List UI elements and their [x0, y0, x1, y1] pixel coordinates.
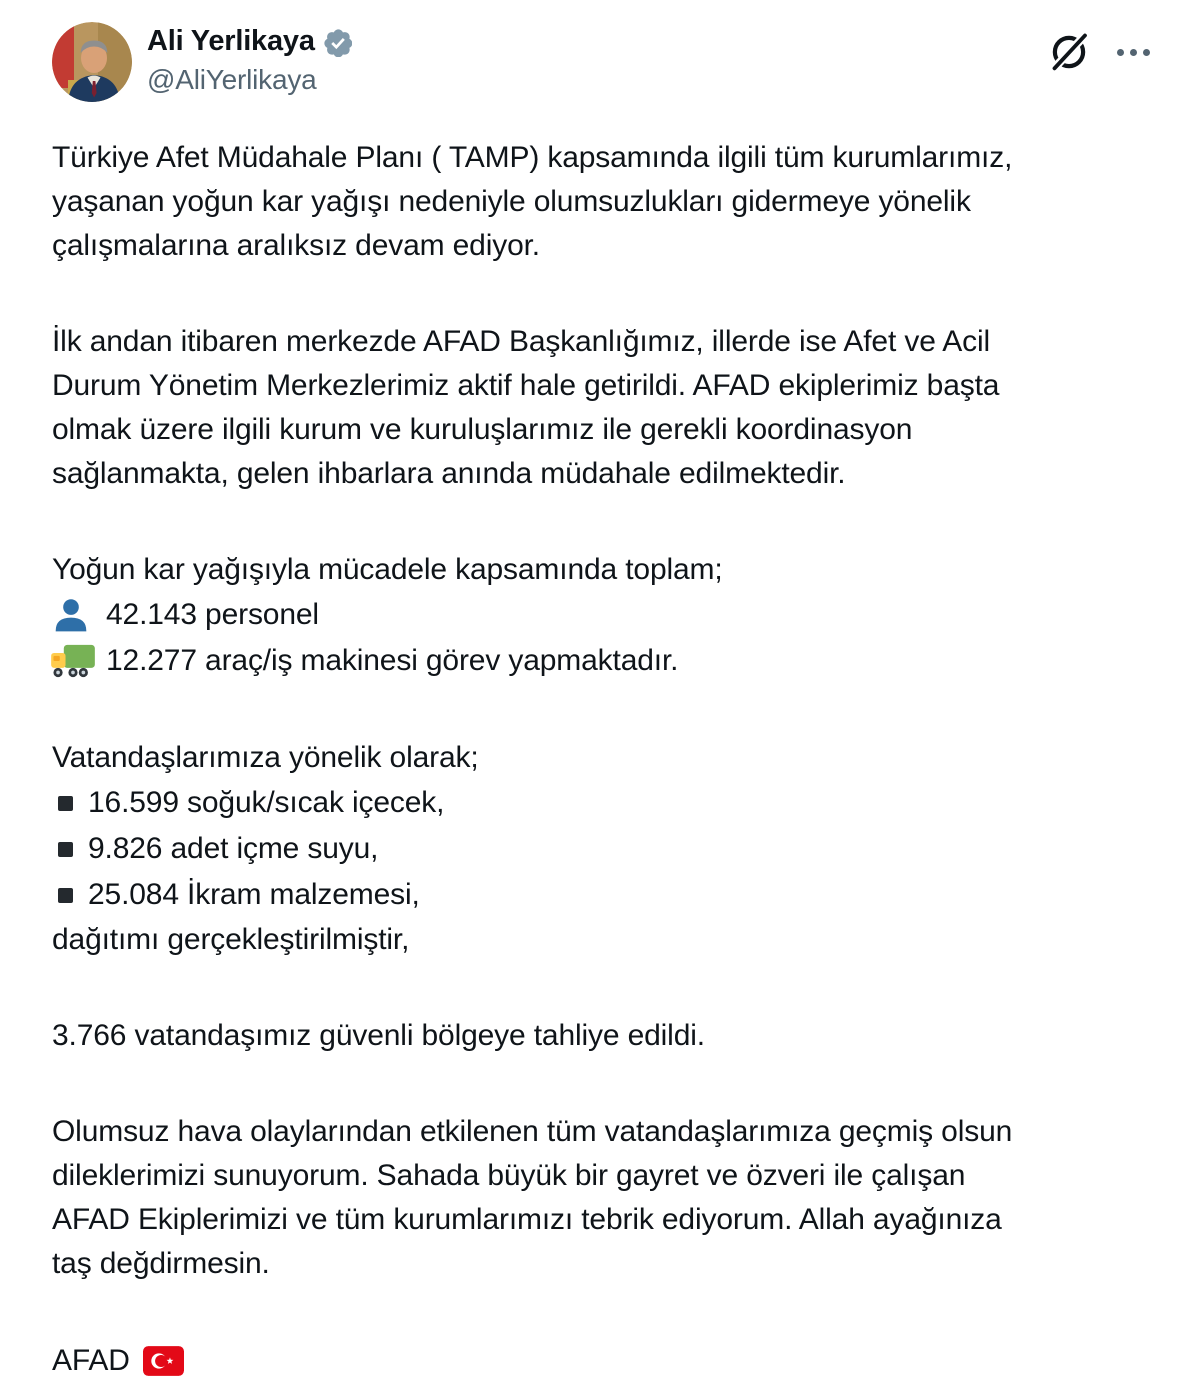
- tweet-text-line: olmak üzere ilgili kurum ve kuruluşlarımız ile gerekli koordinasyon: [52, 413, 913, 446]
- bullet-line: [52, 872, 1160, 918]
- grok-actions-button[interactable]: [1047, 30, 1091, 74]
- tweet-text-line: sağlanmakta, gelen ihbarlara anında müdahale edilmektedir.: [52, 457, 846, 490]
- tweet-text-line: İlk andan itibaren merkezde AFAD Başkanlığımız, illerde ise Afet ve Acil: [52, 325, 990, 358]
- ellipsis-icon: [1130, 49, 1137, 56]
- stat-text: 42.143 personel: [106, 598, 319, 631]
- icon-line: [52, 592, 1160, 638]
- bullet-text: 9.826 adet içme suyu,: [88, 832, 379, 865]
- grok-icon: [1047, 30, 1091, 74]
- black-square-bullet-icon: [58, 796, 73, 811]
- stat-text: 12.277 araç/iş makinesi görev yapmaktadır.: [106, 644, 679, 677]
- tweet-text-line: 3.766 vatandaşımız güvenli bölgeye tahliye edildi.: [52, 1019, 705, 1052]
- ellipsis-icon: [1143, 49, 1150, 56]
- tweet-text-line: çalışmalarına aralıksız devam ediyor.: [52, 229, 540, 262]
- tweet-text-line: AFAD Ekiplerimizi ve tüm kurumlarımızı tebrik ediyorum. Allah ayağınıza: [52, 1203, 1002, 1236]
- turkish-flag-icon: [130, 1346, 184, 1376]
- tweet-text-line: Durum Yönetim Merkezlerimiz aktif hale getirildi. AFAD ekiplerimiz başta: [52, 369, 1000, 402]
- tweet-text-line: Vatandaşlarımıza yönelik olarak;: [52, 741, 479, 774]
- tweet-text-line: dileklerimizi sunuyorum. Sahada büyük bir gayret ve özveri ile çalışan: [52, 1159, 966, 1192]
- icon-line: [52, 638, 1160, 684]
- tweet-text-line: taş değdirmesin.: [52, 1247, 270, 1280]
- verified-badge-icon: [322, 27, 352, 57]
- bust-silhouette-icon: [52, 596, 106, 634]
- bullet-text: 16.599 soğuk/sıcak içecek,: [88, 786, 445, 819]
- paragraph-gap: [52, 962, 1160, 1014]
- flag-line: [52, 1338, 1160, 1378]
- ellipsis-icon: [1117, 49, 1124, 56]
- truck-icon: [52, 643, 106, 679]
- author-identity: [147, 22, 352, 96]
- more-options-button[interactable]: [1115, 30, 1152, 74]
- paragraph-gap: [52, 496, 1160, 548]
- tweet-body: [52, 136, 1160, 1378]
- avatar-image: [52, 22, 132, 102]
- tweet-text-line: Türkiye Afet Müdahale Planı ( TAMP) kapsamında ilgili tüm kurumlarımız,: [52, 141, 1013, 174]
- paragraph-gap: [52, 268, 1160, 320]
- tweet-text-line: dağıtımı gerçekleştirilmiştir,: [52, 923, 410, 956]
- tweet-text-line: yaşanan yoğun kar yağışı nedeniyle olumsuzlukları gidermeye yönelik: [52, 185, 971, 218]
- bullet-line: [52, 780, 1160, 826]
- bullet-text: 25.084 İkram malzemesi,: [88, 878, 420, 911]
- header-actions: [1047, 22, 1152, 74]
- signature-text: AFAD: [52, 1344, 130, 1377]
- tweet-header: [52, 22, 1152, 102]
- paragraph-gap: [52, 1286, 1160, 1338]
- bullet-line: [52, 826, 1160, 872]
- black-square-bullet-icon: [58, 888, 73, 903]
- tweet-text-line: Yoğun kar yağışıyla mücadele kapsamında toplam;: [52, 553, 723, 586]
- author-name[interactable]: Ali Yerlikaya: [147, 25, 315, 57]
- paragraph-gap: [52, 684, 1160, 736]
- author-handle[interactable]: @AliYerlikaya: [147, 64, 317, 95]
- avatar[interactable]: [52, 22, 132, 102]
- tweet-text-line: Olumsuz hava olaylarından etkilenen tüm vatandaşlarımıza geçmiş olsun: [52, 1115, 1013, 1148]
- black-square-bullet-icon: [58, 842, 73, 857]
- paragraph-gap: [52, 1058, 1160, 1110]
